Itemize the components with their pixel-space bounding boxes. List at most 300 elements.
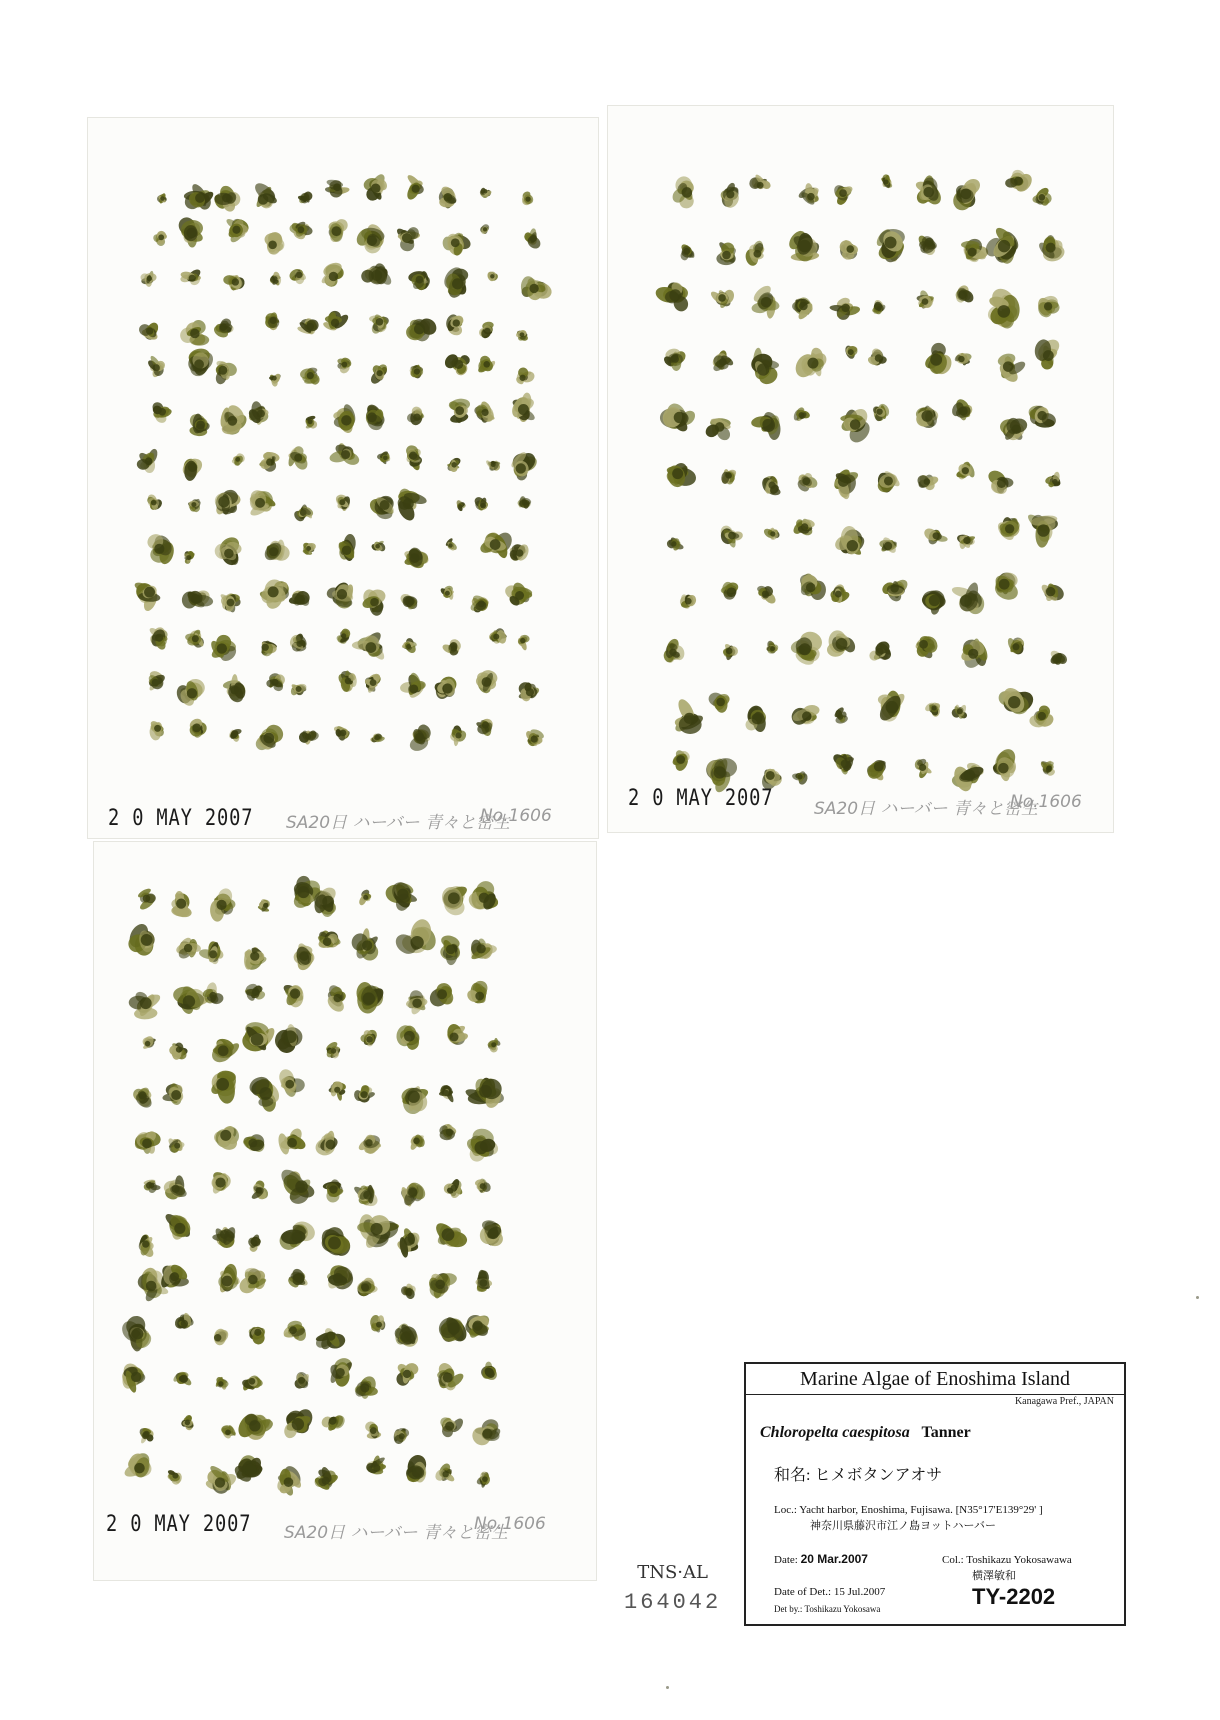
alga-tuft (288, 589, 311, 608)
alga-tuft (409, 1133, 426, 1151)
alga-tuft (273, 1023, 303, 1053)
alga-tuft (317, 1224, 352, 1260)
alga-tuft (322, 1179, 344, 1203)
alga-tuft (355, 1277, 378, 1299)
alga-tuft (426, 980, 456, 1010)
alga-tuft (399, 672, 426, 701)
alga-tuft (1027, 403, 1059, 429)
alga-tuft (297, 317, 320, 336)
alga-tuft (163, 1211, 193, 1242)
alga-tuft (433, 673, 460, 701)
alga-tuft (299, 367, 320, 385)
alga-tuft (521, 276, 554, 302)
alga-tuft (446, 456, 462, 473)
alga-tuft (426, 1270, 457, 1300)
determined-by: Det by.: Toshikazu Yokosawa (774, 1604, 881, 1614)
alga-tuft (220, 1424, 237, 1440)
alga-tuft (436, 1360, 466, 1392)
alga-tuft (150, 400, 173, 425)
alga-tuft (985, 284, 1021, 330)
alga-tuft (159, 1262, 190, 1290)
alga-tuft (509, 449, 539, 482)
locality (774, 1502, 1043, 1534)
alga-tuft (407, 270, 432, 293)
institution-name: TNS·AL (637, 1562, 708, 1583)
alga-tuft (871, 298, 886, 315)
alga-tuft (479, 187, 493, 199)
alga-tuft (403, 546, 431, 571)
alga-tuft (442, 230, 473, 257)
alga-tuft (361, 587, 388, 616)
alga-tuft (455, 499, 466, 512)
alga-tuft (282, 982, 305, 1007)
algae-specimens-2 (608, 106, 1113, 832)
alga-tuft (292, 504, 314, 523)
alga-tuft (209, 632, 239, 664)
alga-tuft (302, 541, 317, 556)
alga-tuft (477, 321, 494, 340)
alga-tuft (286, 1267, 309, 1290)
alga-tuft (314, 1130, 339, 1157)
alga-tuft (179, 455, 205, 481)
alga-tuft (509, 392, 537, 422)
alga-tuft (258, 451, 280, 474)
alga-tuft (792, 295, 816, 321)
alga-tuft (187, 498, 201, 513)
alga-tuft (1005, 167, 1035, 195)
alga-tuft (1032, 186, 1054, 207)
alga-tuft (365, 1455, 387, 1476)
alga-tuft (333, 403, 358, 436)
locality-japanese: 神奈川県藤沢市江ノ島ヨットハーバー (810, 1520, 997, 1532)
alga-tuft (408, 722, 433, 753)
alga-tuft (833, 706, 849, 725)
alga-tuft (212, 183, 242, 213)
alga-tuft (477, 354, 497, 375)
alga-tuft (959, 637, 990, 671)
alga-tuft (392, 917, 440, 957)
alga-tuft (209, 1170, 232, 1196)
alga-tuft (486, 271, 499, 283)
alga-tuft (474, 1269, 492, 1294)
alga-tuft (247, 1325, 267, 1346)
locality-line: Loc.: Yacht harbor, Enoshima, Fujisawa. [N35°17'E139°29' ] (774, 1504, 1043, 1516)
alga-tuft (325, 1040, 342, 1060)
alga-tuft (465, 1313, 492, 1340)
alga-tuft (132, 579, 160, 612)
alga-tuft (757, 584, 778, 606)
alga-tuft (282, 1406, 316, 1439)
alga-tuft (829, 296, 861, 320)
alga-tuft (913, 633, 940, 660)
alga-tuft (369, 1314, 385, 1333)
alga-tuft (336, 356, 353, 376)
alga-tuft (864, 758, 888, 782)
alga-tuft (205, 1464, 239, 1498)
alga-tuft (353, 1084, 376, 1105)
alga-tuft (922, 340, 954, 377)
alga-tuft (1039, 582, 1066, 604)
alga-tuft (217, 1263, 242, 1294)
alga-tuft (125, 921, 158, 956)
alga-tuft (352, 629, 387, 662)
alga-tuft (999, 417, 1028, 443)
species-author: Tanner (921, 1424, 971, 1441)
alga-tuft (439, 584, 454, 600)
alga-tuft (400, 1282, 418, 1300)
alga-tuft (399, 1179, 429, 1207)
algae-specimens-1 (88, 118, 598, 838)
alga-tuft (228, 728, 242, 743)
alga-tuft (212, 534, 243, 568)
alga-tuft (1036, 293, 1061, 320)
alga-tuft (187, 347, 217, 378)
alga-tuft (250, 1179, 270, 1201)
alga-tuft (319, 1413, 347, 1432)
specimen-sheet-3 (94, 842, 596, 1580)
alga-tuft (168, 1042, 188, 1062)
species-binomial: Chloropelta caespitosa (760, 1424, 910, 1441)
alga-tuft (167, 1137, 185, 1155)
alga-tuft (213, 1327, 231, 1345)
japanese-name: 和名: ヒメボタンアオサ (774, 1467, 943, 1484)
alga-tuft (369, 362, 389, 385)
alga-tuft (480, 1361, 500, 1382)
alga-tuft (760, 475, 781, 496)
alga-tuft (435, 1314, 471, 1347)
alga-tuft (920, 587, 949, 616)
alga-tuft (438, 1122, 457, 1141)
date-stamp: 2 0 MAY 2007 (628, 786, 774, 811)
alga-tuft (395, 225, 421, 252)
alga-tuft (404, 1452, 429, 1482)
alga-tuft (703, 417, 733, 443)
alga-tuft (328, 1356, 354, 1388)
date-stamp: 2 0 MAY 2007 (108, 806, 254, 831)
alga-tuft (722, 643, 740, 661)
alga-tuft (244, 982, 267, 1003)
alga-tuft (367, 492, 398, 521)
alga-tuft (365, 1421, 382, 1439)
alga-tuft (336, 534, 357, 562)
alga-tuft (719, 524, 744, 549)
alga-tuft (360, 1028, 379, 1048)
alga-tuft (464, 1075, 506, 1111)
handwritten-number: No.1606 (1010, 792, 1082, 812)
alga-tuft (831, 467, 860, 501)
paper-speck (666, 1686, 669, 1689)
herbarium-label (744, 1362, 1126, 1626)
alga-tuft (255, 721, 286, 751)
alga-tuft (517, 496, 532, 509)
alga-tuft (288, 632, 309, 653)
alga-tuft (709, 288, 736, 309)
alga-tuft (868, 639, 893, 662)
alga-tuft (290, 682, 308, 696)
alga-tuft (508, 542, 531, 564)
alga-tuft (955, 460, 976, 480)
alga-tuft (744, 240, 766, 267)
alga-tuft (180, 267, 203, 287)
alga-tuft (198, 940, 225, 965)
alga-tuft (133, 1129, 162, 1154)
specimen-number: TY-2202 (972, 1584, 1056, 1609)
alga-tuft (654, 279, 691, 313)
alga-tuft (293, 942, 316, 973)
alga-tuft (393, 1322, 422, 1350)
alga-tuft (448, 398, 471, 425)
specimen-sheet-1 (88, 118, 598, 838)
alga-tuft (879, 535, 899, 555)
alga-tuft (246, 1233, 262, 1253)
alga-tuft (213, 489, 241, 517)
alga-tuft (792, 346, 829, 381)
alga-tuft (829, 582, 851, 604)
alga-tuft (831, 752, 854, 775)
alga-tuft (241, 1373, 264, 1392)
alga-tuft (274, 1463, 304, 1497)
determination-date: Date of Det.: 15 Jul.2007 (774, 1586, 886, 1598)
alga-tuft (445, 537, 459, 551)
alga-tuft (370, 540, 387, 553)
alga-tuft (128, 990, 162, 1020)
alga-tuft (384, 879, 418, 913)
alga-tuft (222, 674, 247, 705)
alga-tuft (439, 933, 461, 966)
alga-tuft (395, 1227, 422, 1258)
label-divider (746, 1394, 1124, 1395)
alga-tuft (316, 929, 341, 950)
alga-tuft (297, 190, 313, 205)
alga-tuft (313, 1326, 347, 1351)
paper-speck (1196, 1296, 1199, 1299)
alga-tuft (219, 591, 242, 613)
alga-tuft (916, 234, 938, 256)
alga-tuft (995, 517, 1023, 543)
alga-tuft (266, 673, 286, 692)
alga-tuft (748, 347, 780, 387)
alga-tuft (475, 1471, 491, 1488)
alga-tuft (439, 882, 470, 919)
alga-tuft (156, 192, 168, 204)
alga-tuft (914, 757, 933, 779)
alga-tuft (750, 410, 781, 441)
alga-tuft (293, 1370, 310, 1390)
alga-tuft (762, 527, 781, 542)
alga-tuft (791, 770, 809, 786)
collector (942, 1552, 1072, 1584)
alga-tuft (175, 935, 202, 960)
alga-tuft (671, 748, 692, 772)
alga-tuft (180, 1414, 195, 1431)
alga-tuft (710, 349, 735, 373)
alga-tuft (992, 569, 1021, 603)
alga-tuft (443, 1178, 464, 1200)
alga-tuft (147, 669, 167, 692)
alga-tuft (518, 681, 541, 703)
alga-tuft (248, 487, 278, 518)
alga-tuft (520, 190, 535, 206)
alga-tuft (954, 283, 976, 305)
alga-tuft (176, 215, 205, 248)
alga-tuft (922, 526, 948, 546)
alga-tuft (1048, 649, 1069, 667)
handwritten-note: SA20日 ハーバー 青々と密生 (284, 1523, 509, 1543)
alga-tuft (720, 468, 737, 485)
alga-tuft (247, 1074, 283, 1113)
alga-tuft (242, 1021, 278, 1053)
alga-tuft (986, 468, 1014, 497)
alga-tuft (996, 684, 1037, 717)
alga-tuft (357, 1133, 382, 1156)
alga-tuft (328, 1079, 346, 1101)
alga-tuft (355, 981, 387, 1014)
alga-tuft (246, 400, 269, 425)
alga-tuft (172, 983, 209, 1016)
alga-tuft (707, 691, 732, 714)
alga-tuft (162, 1175, 188, 1202)
alga-tuft (401, 637, 418, 655)
alga-tuft (325, 1261, 357, 1293)
alga-tuft (173, 1312, 196, 1331)
alga-tuft (874, 227, 907, 266)
alga-tuft (264, 232, 285, 257)
alga-tuft (838, 239, 860, 261)
alga-tuft (170, 890, 193, 918)
institution-stamp (624, 1558, 721, 1618)
alga-tuft (797, 182, 820, 206)
alga-tuft (480, 223, 491, 235)
alga-tuft (336, 669, 357, 693)
alga-tuft (664, 461, 697, 489)
alga-tuft (525, 727, 546, 748)
alga-tuft (357, 1212, 400, 1250)
alga-tuft (232, 1453, 264, 1485)
alga-tuft (951, 760, 986, 793)
alga-tuft (396, 1362, 419, 1386)
alga-tuft (716, 241, 738, 266)
alga-tuft (515, 366, 536, 386)
alga-tuft (488, 627, 508, 645)
alga-tuft (212, 317, 235, 340)
alga-tuft (183, 550, 195, 565)
alga-tuft (208, 1036, 241, 1066)
collector-japanese: 横澤敏和 (972, 1570, 1016, 1582)
alga-tuft (924, 701, 942, 717)
alga-tuft (404, 443, 424, 471)
alga-tuft (409, 363, 425, 378)
alga-tuft (515, 329, 529, 342)
alga-tuft (1025, 512, 1058, 548)
alga-tuft (503, 580, 533, 607)
alga-tuft (182, 182, 216, 213)
alga-tuft (720, 581, 739, 600)
alga-tuft (140, 270, 156, 287)
alga-tuft (789, 704, 820, 727)
label-subtitle: Kanagawa Pref., JAPAN (1014, 1396, 1114, 1407)
alga-tuft (212, 1225, 238, 1249)
alga-tuft (917, 289, 935, 309)
alga-tuft (395, 1024, 421, 1051)
alga-tuft (241, 1131, 267, 1153)
alga-tuft (914, 175, 944, 208)
alga-tuft (914, 405, 939, 430)
alga-tuft (982, 225, 1021, 265)
alga-tuft (137, 321, 160, 343)
alga-tuft (167, 1469, 182, 1485)
alga-tuft (473, 400, 496, 424)
alga-tuft (469, 593, 491, 614)
alga-tuft (517, 634, 530, 651)
alga-tuft (178, 317, 210, 346)
alga-tuft (131, 1085, 154, 1110)
alga-tuft (289, 220, 313, 241)
algae-specimens-3 (94, 842, 596, 1580)
alga-tuft (122, 1450, 153, 1480)
alga-tuft (136, 1233, 155, 1259)
alga-tuft (333, 724, 351, 742)
alga-tuft (1037, 235, 1067, 264)
alga-tuft (719, 181, 742, 210)
alga-tuft (475, 717, 495, 738)
alga-tuft (678, 593, 698, 610)
alga-tuft (486, 1038, 501, 1054)
alga-tuft (152, 229, 168, 247)
alga-tuft (950, 704, 968, 720)
species-name (760, 1424, 971, 1442)
alga-tuft (867, 346, 888, 366)
alga-tuft (118, 1312, 154, 1353)
alga-tuft (363, 402, 388, 433)
alga-tuft (438, 1415, 465, 1439)
alga-tuft (445, 1023, 469, 1047)
specimen-sheet-2 (608, 106, 1113, 832)
alga-tuft (252, 180, 279, 211)
alga-tuft (880, 577, 910, 604)
alga-tuft (185, 628, 206, 649)
alga-tuft (148, 626, 169, 651)
alga-tuft (137, 887, 157, 912)
alga-tuft (146, 493, 164, 512)
alga-tuft (370, 732, 385, 743)
alga-tuft (215, 1375, 229, 1390)
alga-tuft (358, 888, 372, 906)
alga-tuft (277, 1126, 308, 1155)
alga-tuft (405, 988, 428, 1016)
alga-tuft (880, 173, 893, 189)
alga-tuft (1039, 760, 1056, 777)
alga-tuft (792, 406, 810, 422)
date-stamp: 2 0 MAY 2007 (106, 1512, 252, 1537)
alga-tuft (287, 444, 310, 472)
alga-tuft (1029, 703, 1056, 729)
alga-tuft (213, 1123, 242, 1153)
alga-tuft (464, 1126, 500, 1164)
alga-tuft (207, 1067, 240, 1105)
alga-tuft (242, 946, 267, 973)
alga-tuft (673, 697, 705, 734)
alga-tuft (786, 228, 822, 265)
alga-tuft (327, 217, 350, 244)
handwritten-number: No.1606 (474, 1514, 546, 1534)
alga-tuft (666, 536, 684, 552)
alga-tuft (363, 172, 389, 203)
alga-tuft (277, 1165, 316, 1206)
alga-tuft (282, 1320, 309, 1344)
alga-tuft (162, 1082, 186, 1106)
alga-tuft (261, 539, 290, 563)
alga-tuft (234, 1410, 274, 1442)
